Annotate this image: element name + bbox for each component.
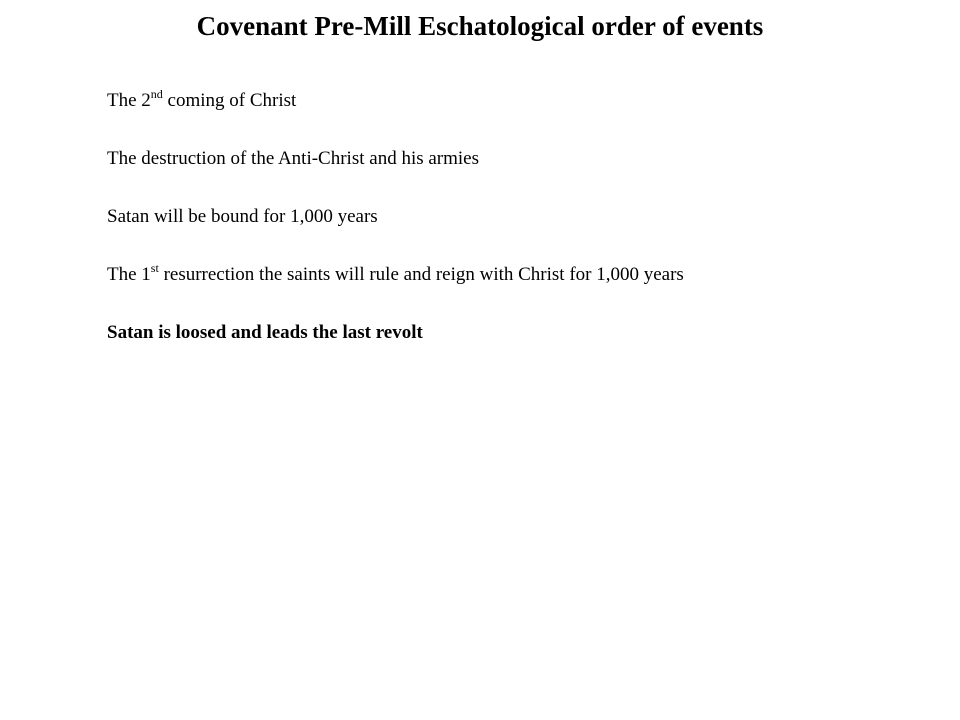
event-item-antichrist-destruction: The destruction of the Anti-Christ and his armies <box>107 148 480 169</box>
event-item-second-coming <box>107 88 947 114</box>
event-text: The 2 <box>107 90 151 111</box>
event-text: coming of Christ <box>162 90 297 111</box>
ordinal-suffix: nd <box>150 86 163 101</box>
ordinal-suffix: st <box>150 260 159 275</box>
event-text: The 1 <box>107 264 151 285</box>
event-text: resurrection the saints will rule and reign with Christ for 1,000 years <box>158 264 684 285</box>
slide-title: Covenant Pre-Mill Eschatological order of events <box>196 11 764 41</box>
event-list <box>107 88 947 378</box>
event-item-first-resurrection <box>107 262 947 288</box>
event-item-satan-loosed: Satan is loosed and leads the last revolt <box>107 322 423 343</box>
event-item-satan-bound: Satan will be bound for 1,000 years <box>107 206 378 227</box>
